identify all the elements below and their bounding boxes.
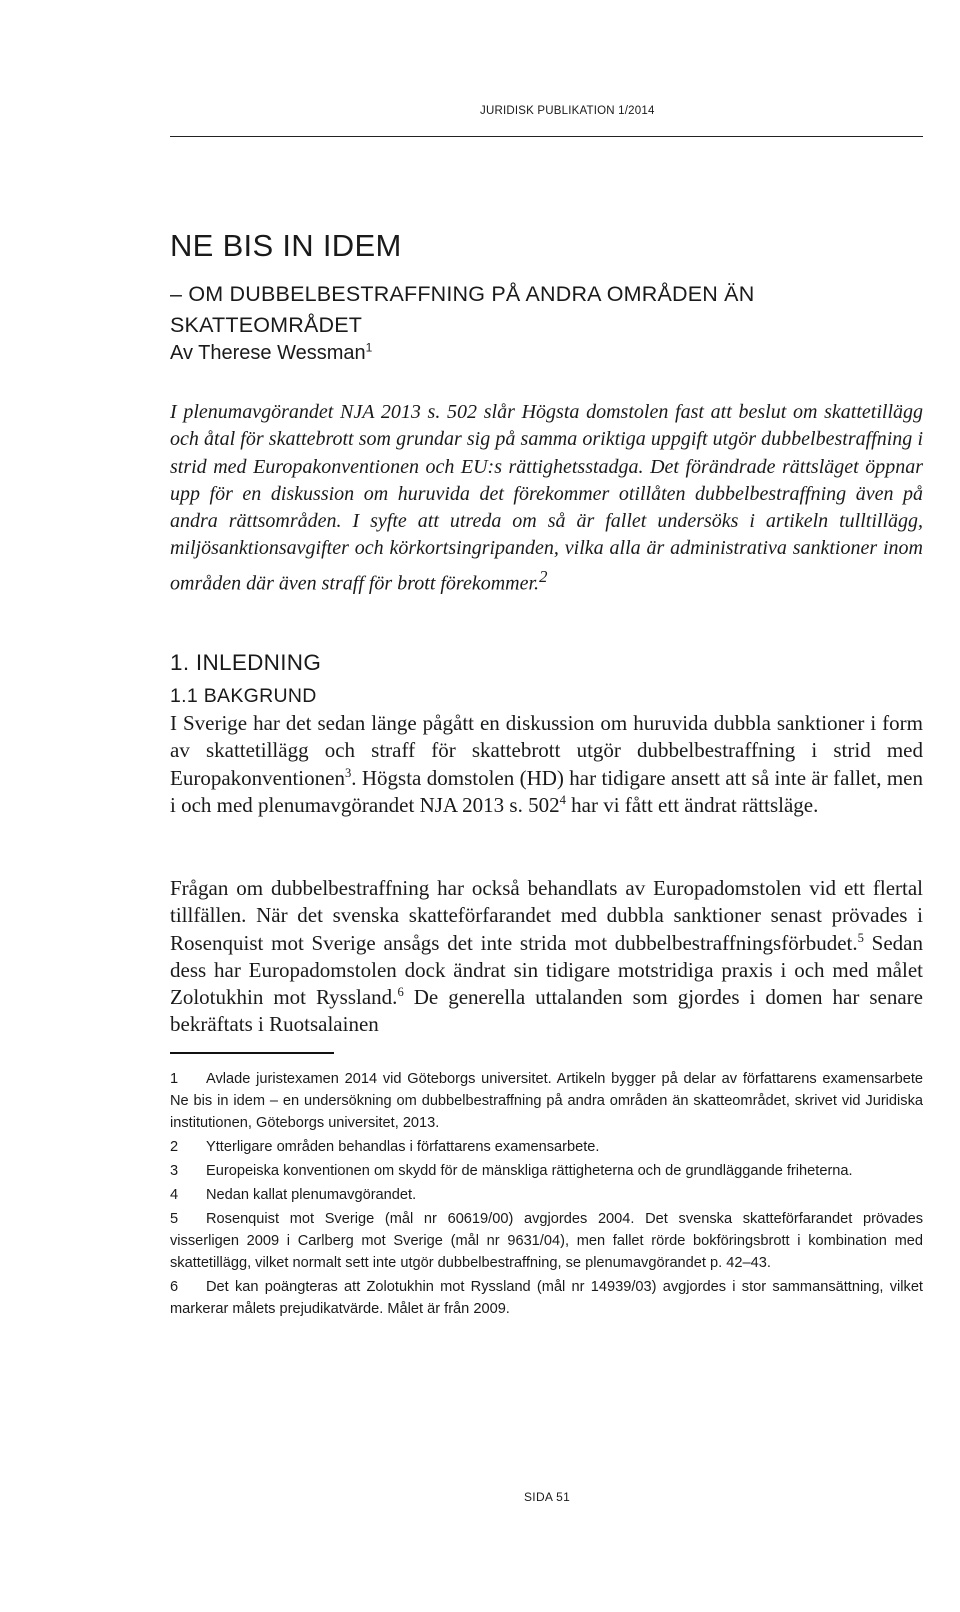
abstract xyxy=(170,399,923,598)
footnote-ref-6[interactable]: 6 xyxy=(397,985,404,1000)
footnote-text: Europeiska konventionen om skydd för de mänskliga rättigheterna och de grundläggande friheterna. xyxy=(206,1163,853,1179)
running-header: JURIDISK PUBLIKATION 1/2014 xyxy=(480,105,655,117)
footnote-number: 5 xyxy=(170,1211,179,1227)
body-text: De generella uttalanden som gjordes i domen har senare bekräftats i Ruotsalainen xyxy=(170,985,923,1037)
footnote-ref-5[interactable]: 5 xyxy=(857,930,864,945)
body-paragraph-1 xyxy=(170,710,923,819)
footnote-ref-2[interactable]: 2 xyxy=(539,566,548,586)
footnote-number: 2 xyxy=(170,1139,179,1155)
body-text: Sedan dess har Europadomstolen dock ändrat sin tidigare motstridiga praxis i och med målet Zolotukhin mot Ryssland. xyxy=(170,930,923,1010)
body-text: har vi fått ett ändrat rättsläge. xyxy=(565,792,819,817)
article-title: NE BIS IN IDEM xyxy=(170,228,402,263)
footnote-ref-4[interactable]: 4 xyxy=(559,792,566,807)
page-number: SIDA 51 xyxy=(524,1490,571,1504)
header-rule xyxy=(170,136,923,137)
body-text: Frågan om dubbelbestraffning har också behandlats av Europadomstolen vid ett flertal tillfällen. När det svenska skatteförfarandet med dubbla sanktioner senast prövades i Rosenquist mot Sverige ansågs det inte strida mot dubbelbestraffningsförbudet. xyxy=(170,876,923,955)
article-subtitle: – OM DUBBELBESTRAFFNING PÅ ANDRA OMRÅDEN ÄN SKATTEOMRÅDET xyxy=(170,282,755,337)
author-name: Av Therese Wessman xyxy=(170,342,366,364)
footnote-3 xyxy=(170,1160,923,1182)
body-text: I Sverige har det sedan länge pågått en diskussion om huruvida dubbla sanktioner i form av skattetillägg och straff för skattebrott utgör dubbelbestraffning i strid med Europakonventionen xyxy=(170,711,923,790)
footnotes xyxy=(170,1068,923,1322)
footnote-number: 1 xyxy=(170,1071,179,1087)
subsection-heading: 1.1 BAKGRUND xyxy=(170,685,317,707)
footnote-2 xyxy=(170,1136,923,1158)
footnote-1 xyxy=(170,1068,923,1134)
footnote-text: Det kan poängteras att Zolotukhin mot Ryssland (mål nr 14939/03) avgjordes i stor sammansättning, vilket markerar målets prejudikatvärde. Målet är från 2009. xyxy=(170,1279,923,1317)
body-paragraph-2 xyxy=(170,875,923,1039)
footnote-text: Rosenquist mot Sverige (mål nr 60619/00) avgjordes 2004. Det svenska skatteförfarandet prövades visserligen 2009 i Carlberg mot Sverige (mål nr 9631/04), men fallet rörde bokföringsbrott i kombination med skattetillägg, vilket normalt sett inte utgör dubbelbestraffning, se plenumavgörandet p. 42–43. xyxy=(170,1211,923,1271)
footnote-number: 3 xyxy=(170,1163,179,1179)
section-heading: 1. INLEDNING xyxy=(170,650,322,675)
footnote-number: 4 xyxy=(170,1187,179,1203)
footnote-6 xyxy=(170,1276,923,1320)
abstract-text: I plenumavgörandet NJA 2013 s. 502 slår Högsta domstolen fast att beslut om skattetillägg och åtal för skattebrott som grundar sig på samma oriktiga uppgift utgör dubbelbestraffning i strid med Europakonventionen och EU:s rättighetsstadga. Det förändrade rättsläget öppnar upp för en diskussion om huruvida det förekommer otillåten dubbelbestraffning även på andra rättsområden. I syfte att utreda om så är fallet undersöks i artikeln tulltillägg, miljösanktionsavgifter och körkortsingripanden, vilka alla är administrativa sanktioner inom områden där även straff för brott förekommer. xyxy=(170,401,923,595)
footnote-text: Avlade juristexamen 2014 vid Göteborgs universitet. Artikeln bygger på delar av författarens examensarbete Ne bis in idem – en undersökning om dubbelbestraffning på andra områden än skatteområdet, skrivet vid Juridiska institutionen, Göteborgs universitet, 2013. xyxy=(170,1071,923,1131)
body-text: . Högsta domstolen (HD) har tidigare ansett att så inte är fallet, men i och med plenumavgörandet NJA 2013 s. 502 xyxy=(170,765,923,817)
footnote-rule xyxy=(170,1052,334,1054)
footnote-5 xyxy=(170,1208,923,1274)
footnote-text: Nedan kallat plenumavgörandet. xyxy=(206,1187,417,1203)
footnote-4 xyxy=(170,1184,923,1206)
footnote-ref-3[interactable]: 3 xyxy=(344,765,352,780)
footnote-ref-1[interactable]: 1 xyxy=(365,340,373,355)
author-line xyxy=(170,342,372,365)
footnote-text: Ytterligare områden behandlas i författarens examensarbete. xyxy=(206,1139,600,1155)
footnote-number: 6 xyxy=(170,1279,179,1295)
